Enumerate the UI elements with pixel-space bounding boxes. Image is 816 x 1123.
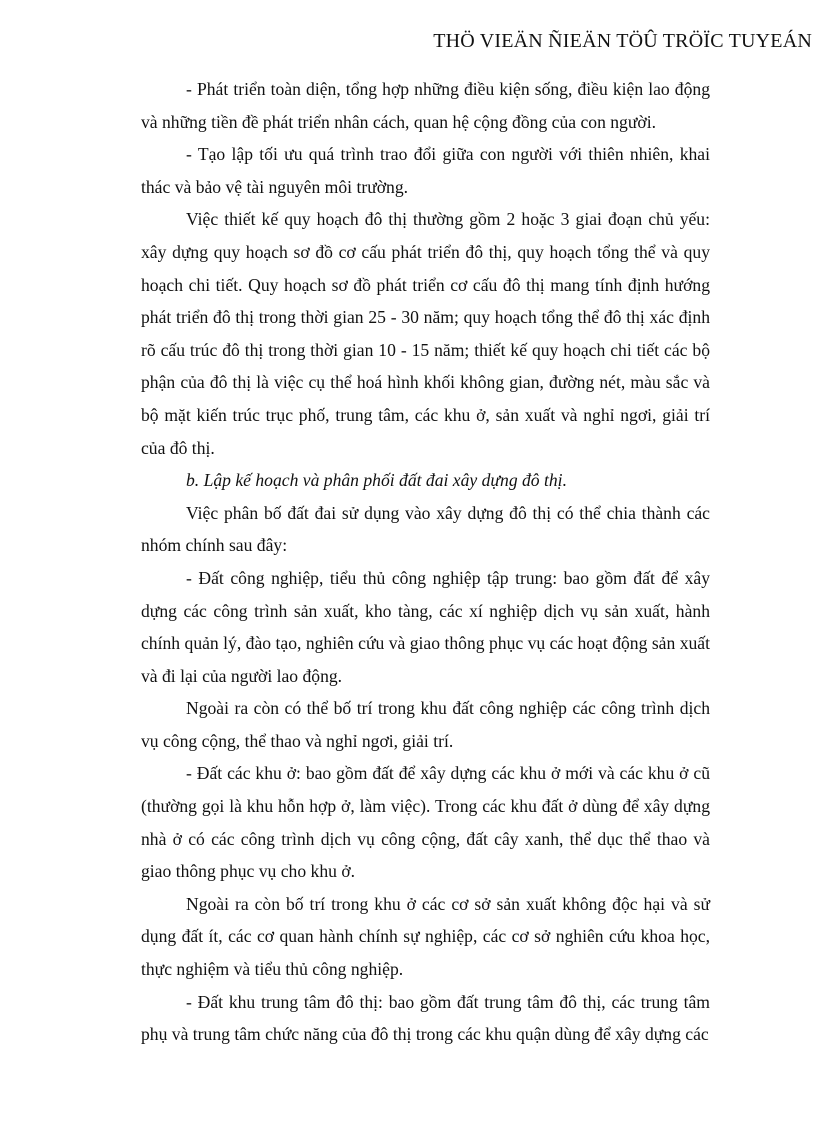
paragraph: - Phát triển toàn diện, tổng hợp những điều kiện sống, điều kiện lao động và những tiền đề phát triển nhân cách, quan hệ cộng đồng của con người. [141, 79, 710, 132]
paragraph: Việc phân bố đất đai sử dụng vào xây dựng đô thị có thể chia thành các nhóm chính sau đây: [141, 502, 710, 556]
body-text [141, 73, 710, 1051]
paragraph: Việc thiết kế quy hoạch đô thị thường gồm 2 hoặc 3 giai đoạn chủ yếu: xây dựng quy hoạch sơ đồ cơ cấu phát triển đô thị, quy hoạch tổng thể và quy hoạch chi tiết. Quy hoạch sơ đồ phát triển cơ cấu đô thị mang tính định hướng phát triển đô thị trong thời gian 25 - 30 năm; quy hoạch tổng thể đô thị xác định rõ cấu trúc đô thị trong thời gian 10 - 15 năm; thiết kế quy hoạch chi tiết các bộ phận của đô thị là việc cụ thể hoá hình khối không gian, đường nét, màu sắc và bộ mặt kiến trúc trục phố, trung tâm, các khu ở, sản xuất và nghỉ ngơi, giải trí của đô thị. [141, 209, 710, 458]
paragraph: Ngoài ra còn có thể bố trí trong khu đất công nghiệp các công trình dịch vụ công cộng, thể thao và nghỉ ngơi, giải trí. [141, 698, 710, 751]
paragraph: - Đất công nghiệp, tiểu thủ công nghiệp tập trung: bao gồm đất để xây dựng các công trình sản xuất, kho tàng, các xí nghiệp dịch vụ sản xuất, hành chính quản lý, đào tạo, nghiên cứu và giao thông phục vụ các hoạt động sản xuất và đi lại của người lao động. [141, 567, 710, 686]
paragraph: - Tạo lập tối ưu quá trình trao đổi giữa con người với thiên nhiên, khai thác và bảo vệ tài nguyên môi trường. [141, 144, 710, 197]
paragraph: - Đất khu trung tâm đô thị: bao gồm đất trung tâm đô thị, các trung tâm phụ và trung tâm chức năng của đô thị trong các khu quận dùng để xây dựng các [141, 991, 710, 1045]
page-header: THÖ VIEÄN ÑIEÄN TÖÛ TRÖÏC TUYEÁN [433, 30, 812, 52]
paragraph: Ngoài ra còn bố trí trong khu ở các cơ sở sản xuất không độc hại và sử dụng đất ít, các cơ quan hành chính sự nghiệp, các cơ sở nghiên cứu khoa học, thực nghiệm và tiểu thủ công nghiệp. [141, 893, 710, 980]
paragraph: - Đất các khu ở: bao gồm đất để xây dựng các khu ở mới và các khu ở cũ (thường gọi là khu hỗn hợp ở, làm việc). Trong các khu đất ở dùng để xây dựng nhà ở có các công trình dịch vụ công cộng, đất cây xanh, thể dục thể thao và giao thông phục vụ cho khu ở. [141, 763, 710, 882]
section-heading: b. Lập kế hoạch và phân phối đất đai xây dựng đô thị. [186, 470, 567, 491]
